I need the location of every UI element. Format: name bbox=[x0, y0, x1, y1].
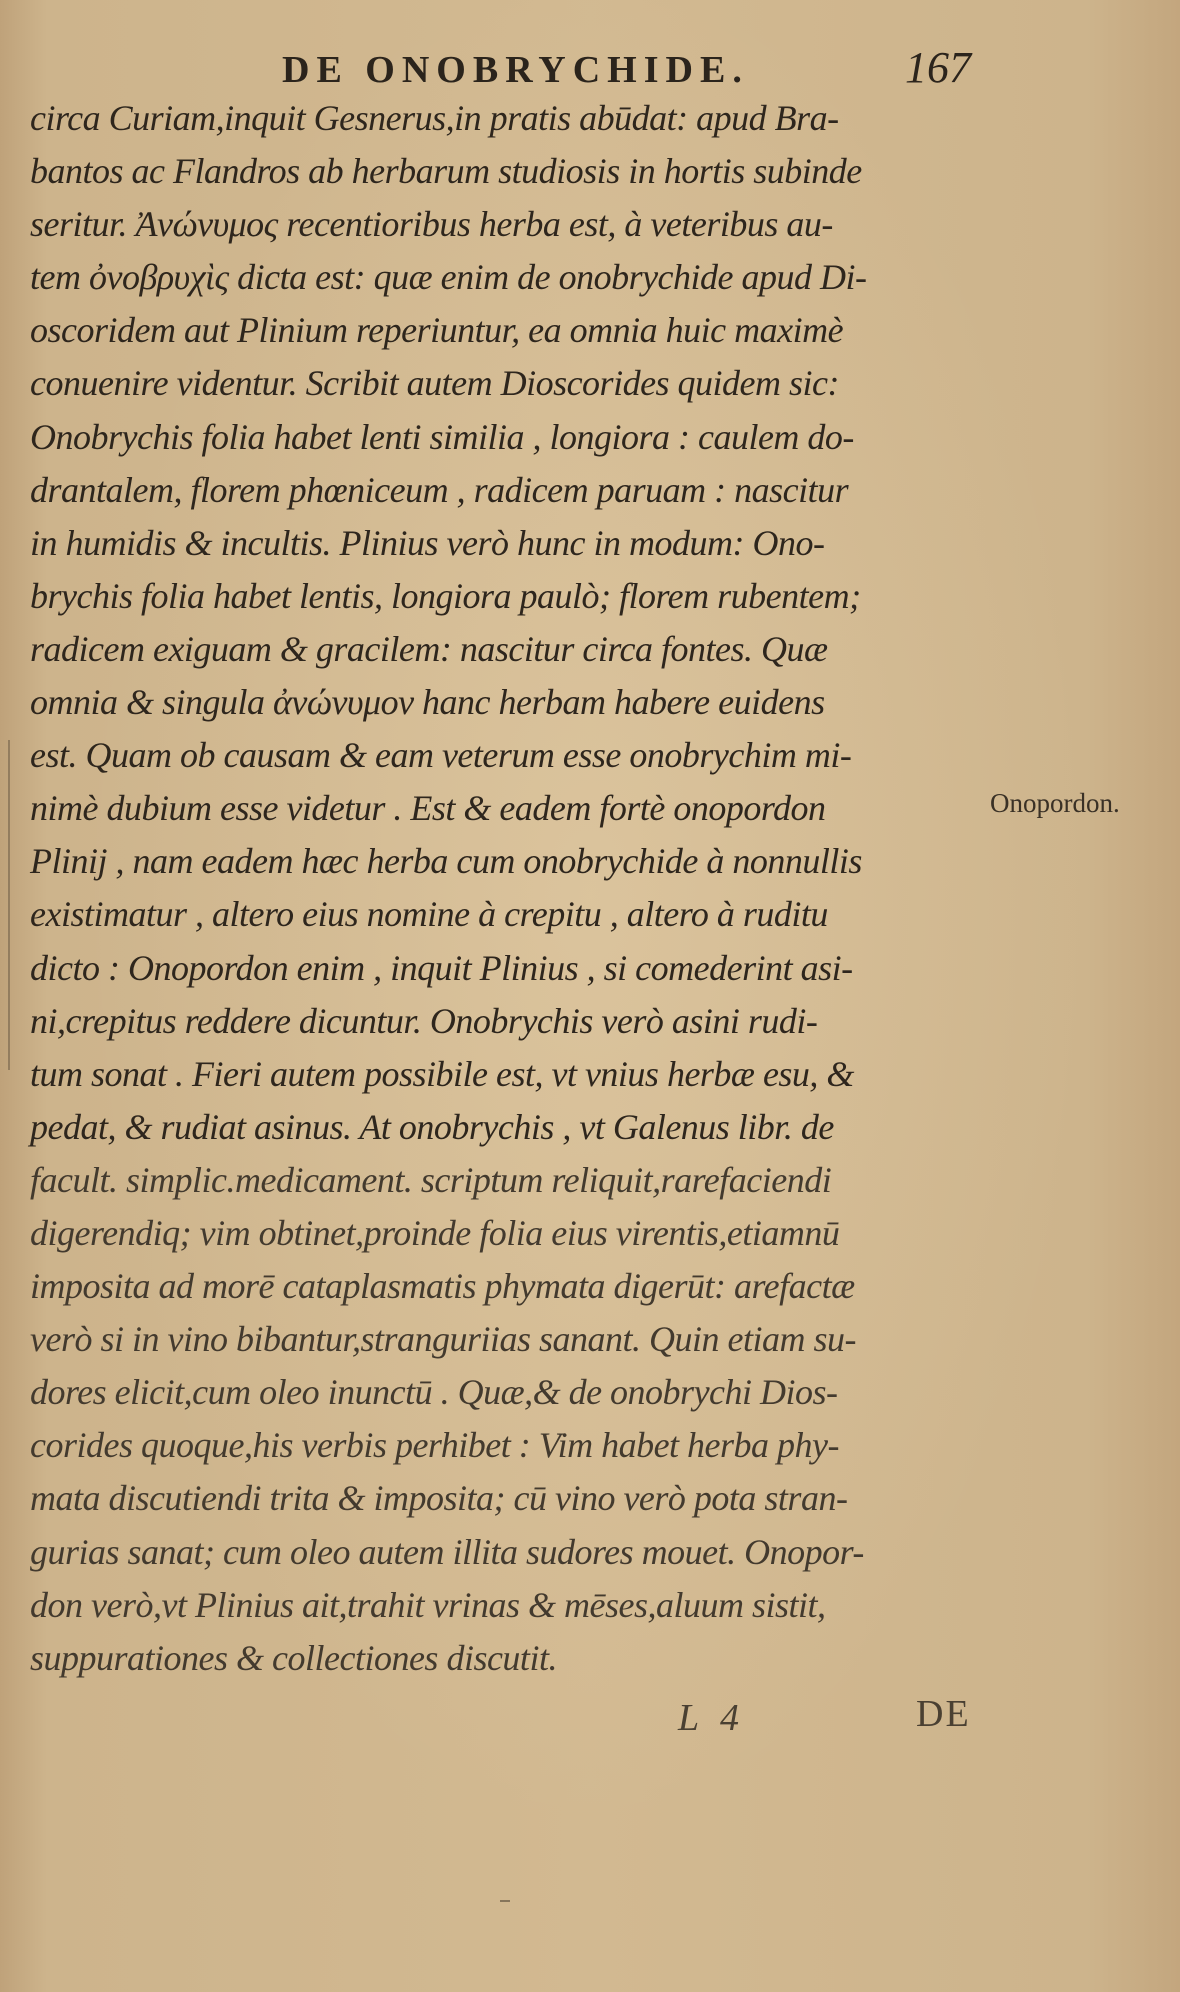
text-line: bantos ac Flandros ab herbarum studiosis in hortis subinde bbox=[30, 151, 862, 192]
text-line: brychis folia habet lentis, longiora paulò; florem rubentem; bbox=[30, 575, 861, 616]
text-line: seritur. Ἀνώνυμος recentioribus herba est, à veteribus au- bbox=[30, 204, 833, 245]
text-line: Onobrychis folia habet lenti similia , longiora : caulem do- bbox=[30, 416, 854, 457]
text-line: dicto : Onopordon enim , inquit Plinius , si comederint asi- bbox=[30, 947, 853, 988]
text-line: existimatur , altero eius nomine à crepitu , altero à ruditu bbox=[30, 894, 828, 935]
text-line: oscoridem aut Plinium reperiuntur, ea omnia huic maximè bbox=[30, 310, 844, 351]
ink-mark bbox=[500, 1900, 510, 1902]
text-line: in humidis & incultis. Plinius verò hunc in modum: Ono- bbox=[30, 522, 825, 563]
page-number: 167 bbox=[905, 43, 971, 92]
text-line: circa Curiam,inquit Gesnerus,in pratis abūdat: apud Bra- bbox=[30, 98, 839, 138]
text-line: tem ὀνοβρυχὶς dicta est: quæ enim de onobrychide apud Di- bbox=[30, 257, 867, 298]
running-head bbox=[0, 40, 1180, 96]
signature-mark: L 4 bbox=[678, 1697, 745, 1739]
text-line: conuenire videntur. Scribit autem Dioscorides quidem sic: bbox=[30, 363, 840, 404]
marginal-note: Onopordon. bbox=[990, 788, 1120, 818]
text-line: dores elicit,cum oleo inunctū . Quæ,& de onobrychi Dios- bbox=[30, 1372, 838, 1413]
text-line: don verò,vt Plinius ait,trahit vrinas & mēses,aluum sistit, bbox=[30, 1584, 826, 1625]
text-line: digerendiq; vim obtinet,proinde folia eius virentis,etiamnū bbox=[30, 1212, 840, 1253]
text-line: verò si in vino bibantur,stranguriias sanant. Quin etiam su- bbox=[30, 1319, 857, 1360]
body-text bbox=[30, 92, 990, 1685]
text-line: corides quoque,his verbis perhibet : Vim habet herba phy- bbox=[30, 1425, 840, 1466]
text-line: mata discutiendi trita & imposita; cū vino verò pota stran- bbox=[30, 1478, 848, 1519]
text-line: ni,crepitus reddere dicuntur. Onobrychis verò asini rudi- bbox=[30, 1000, 818, 1041]
text-line: est. Quam ob causam & eam veterum esse onobrychim mi- bbox=[30, 735, 852, 776]
running-head-title: DE ONOBRYCHIDE. bbox=[282, 49, 749, 91]
text-line: nimè dubium esse videtur . Est & eadem fortè onopordon bbox=[30, 788, 826, 829]
text-line: omnia & singula ἀνώνυμον hanc herbam habere euidens bbox=[30, 682, 825, 723]
text-line: pedat, & rudiat asinus. At onobrychis , vt Galenus libr. de bbox=[30, 1106, 834, 1147]
text-line: tum sonat . Fieri autem possibile est, vt vnius herbæ esu, & bbox=[30, 1053, 854, 1094]
text-line: facult. simplic.medicament. scriptum reliquit,rarefaciendi bbox=[30, 1159, 832, 1200]
text-line: Plinij , nam eadem hæc herba cum onobrychide à nonnullis bbox=[30, 841, 862, 882]
text-line: gurias sanat; cum oleo autem illita sudores mouet. Onopor- bbox=[30, 1531, 864, 1572]
gutter-shadow bbox=[8, 740, 10, 1070]
text-line: suppurationes & collectiones discutit. bbox=[30, 1637, 557, 1678]
text-line: radicem exiguam & gracilem: nascitur circa fontes. Quæ bbox=[30, 628, 828, 669]
text-line: imposita ad morē cataplasmatis phymata digerūt: arefactæ bbox=[30, 1266, 855, 1307]
catchword: DE bbox=[916, 1693, 971, 1735]
text-line: drantalem, florem phœniceum , radicem paruam : nascitur bbox=[30, 469, 849, 510]
